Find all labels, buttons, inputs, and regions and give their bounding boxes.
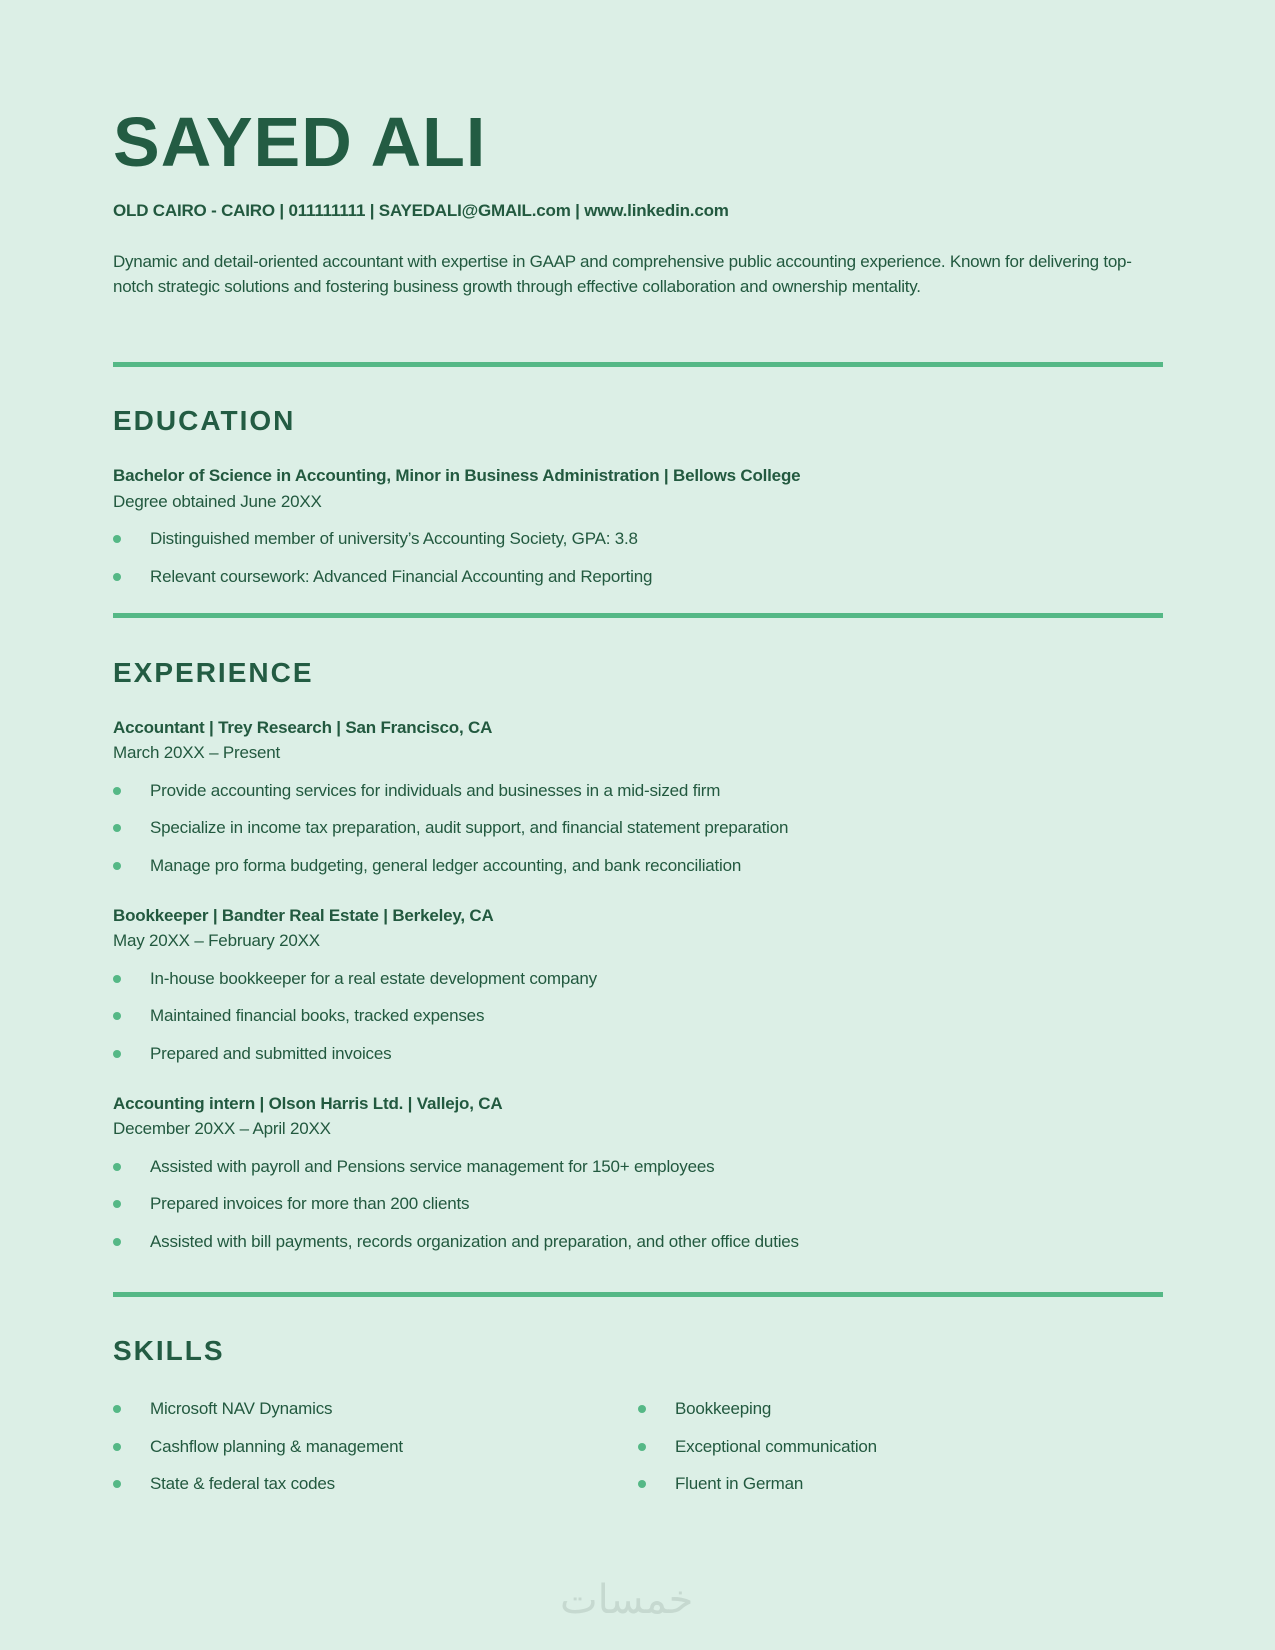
divider [113, 1292, 1163, 1297]
bullet-icon [113, 824, 121, 832]
bullet-icon [113, 1050, 121, 1058]
summary: Dynamic and detail-oriented accountant with expertise in GAAP and comprehensive public accounting experience. Known for delivering top-notch strategic solutions and fostering business growth through effective collaboration and ownership mentality. [113, 252, 1132, 296]
bullet-icon [113, 573, 121, 581]
experience-heading: EXPERIENCE [113, 657, 314, 688]
bullet-icon [113, 535, 121, 543]
skills-heading: SKILLS [113, 1335, 225, 1366]
education-heading: EDUCATION [113, 405, 296, 436]
job-title: Accountant | Trey Research | San Francisco, CA [113, 718, 493, 737]
resume-name: SAYED ALI [113, 103, 487, 181]
contact-line: OLD CAIRO - CAIRO | 011111111 | SAYEDALI@GMAIL.com | www.linkedin.com [113, 201, 729, 220]
bullet-icon [113, 1405, 121, 1413]
bullet-icon [113, 1480, 121, 1488]
bullet-icon [113, 1200, 121, 1208]
bullet-icon [113, 1238, 121, 1246]
bullet-icon [638, 1480, 646, 1488]
job-date: March 20XX – Present [113, 743, 281, 762]
degree-title: Bachelor of Science in Accounting, Minor in Business Administration | Bellows College [113, 466, 801, 485]
bullet-icon [113, 787, 121, 795]
bullet-icon [113, 975, 121, 983]
bullet-icon [113, 1163, 121, 1171]
bullet-icon [638, 1405, 646, 1413]
degree-date: Degree obtained June 20XX [113, 492, 322, 511]
job-date: December 20XX – April 20XX [113, 1119, 331, 1138]
watermark-logo: خمسات [560, 1577, 694, 1623]
divider [113, 362, 1163, 367]
bullet-icon [113, 1012, 121, 1020]
job-title: Bookkeeper | Bandter Real Estate | Berkeley, CA [113, 906, 494, 925]
bullet-icon [113, 862, 121, 870]
divider [113, 613, 1163, 618]
bullet-icon [113, 1443, 121, 1451]
bullet-icon [638, 1443, 646, 1451]
job-title: Accounting intern | Olson Harris Ltd. | Vallejo, CA [113, 1094, 503, 1113]
job-date: May 20XX – February 20XX [113, 931, 320, 950]
